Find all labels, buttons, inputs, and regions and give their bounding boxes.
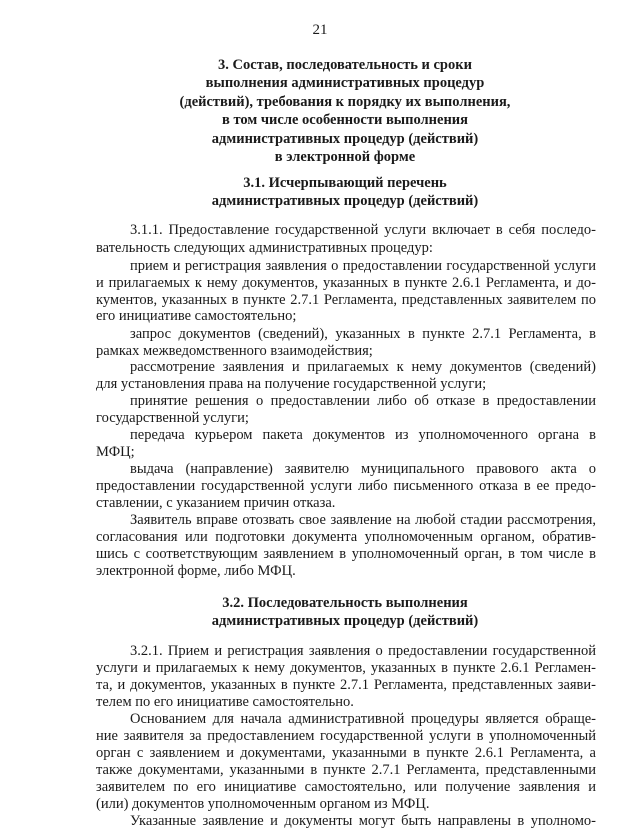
paragraph-line: предоставлении государственной услуги либо письменного отказа в ее предо- <box>96 478 596 494</box>
paragraph-line: МФЦ; <box>96 444 135 460</box>
paragraph-line: заявителем по его инициативе самостоятельно, или получение заявления и <box>96 779 596 795</box>
list-item-review: рассмотрение заявления и прилагаемых к нему документов (сведений) <box>130 359 596 375</box>
paragraph-line: его инициативе самостоятельно; <box>96 308 297 324</box>
section-3-1-heading <box>80 174 610 211</box>
paragraph-line: рамках межведомственного взаимодействия; <box>96 343 373 359</box>
paragraph-line: телем по его инициативе самостоятельно. <box>96 694 354 710</box>
list-item-issuance: выдача (направление) заявителю муниципального правового акта о <box>130 461 596 477</box>
paragraph-line: кументов, указанных в пункте 2.7.1 Регламента, представленных заявителем по <box>96 292 596 308</box>
paragraph-line: ставлении, с указанием причин отказа. <box>96 495 336 511</box>
paragraph-line: орган с заявлением и документами, указанными в пункте 2.6.1 Регламента, а <box>96 745 596 761</box>
paragraph-line: для установления права на получение государственной услуги; <box>96 376 487 392</box>
heading-line: 3.2. Последовательность выполнения <box>222 595 468 611</box>
section-3-2-heading <box>80 594 610 631</box>
heading-line: выполнения административных процедур <box>205 75 485 92</box>
heading-line: административных процедур (действий) <box>211 130 479 147</box>
paragraph-line: электронной форме, либо МФЦ. <box>96 563 296 579</box>
heading-line: административных процедур (действий) <box>211 613 479 630</box>
paragraph-line: та, и документов, указанных в пункте 2.7.1 Регламента, представленных заяви- <box>96 677 596 693</box>
list-item-decision: принятие решения о предоставлении либо об отказе в предоставлении <box>130 393 596 409</box>
paragraph-line: согласования или подготовки документа уполномоченным органом, обратив- <box>96 529 596 545</box>
list-item-courier: передача курьером пакета документов из уполномоченного органа в <box>130 427 596 443</box>
paragraph-3-2-1: 3.2.1. Прием и регистрация заявления о предоставлении государственной <box>130 643 596 659</box>
paragraph-line-cut: Указанные заявление и документы могут быть направлены в уполномо- <box>130 813 596 829</box>
paragraph-basis: Основанием для начала административной процедуры является обраще- <box>130 711 596 727</box>
paragraph-line: ние заявителя за предоставлением государственной услуги в уполномоченный <box>96 728 596 744</box>
heading-line: в электронной форме <box>274 149 416 166</box>
paragraph-line: шись с соответствующим заявлением в уполномоченный орган, в том числе в <box>96 546 596 562</box>
paragraph-line: также документами, указанными в пункте 2.7.1 Регламента, представленными <box>96 762 596 778</box>
paragraph-line: и прилагаемых к нему документов, указанных в пункте 2.6.1 Регламента, и до- <box>96 275 596 291</box>
list-item-reception: прием и регистрация заявления о предоставлении государственной услуги <box>130 258 596 274</box>
paragraph-withdrawal: Заявитель вправе отозвать свое заявление на любой стадии рассмотрения, <box>130 512 596 528</box>
page-number: 21 <box>312 22 328 38</box>
heading-line: 3.1. Исчерпывающий перечень <box>243 175 447 191</box>
paragraph-3-1-1: 3.1.1. Предоставление государственной услуги включает в себя последо- <box>130 222 596 238</box>
heading-line: в том числе особенности выполнения <box>222 112 468 129</box>
section-3-heading <box>80 56 610 166</box>
heading-line: 3. Состав, последовательность и сроки <box>218 57 472 73</box>
list-item-request: запрос документов (сведений), указанных в пункте 2.7.1 Регламента, в <box>130 326 596 342</box>
paragraph-line: услуги и прилагаемых к нему документов, указанных в пункте 2.6.1 Регламен- <box>96 660 596 676</box>
heading-line: (действий), требования к порядку их выполнения, <box>179 93 511 110</box>
heading-line: административных процедур (действий) <box>211 193 479 210</box>
paragraph-line: (или) документов уполномоченным органом из МФЦ. <box>96 796 430 812</box>
paragraph-line: вательность следующих административных процедур: <box>96 240 433 256</box>
paragraph-line: государственной услуги; <box>96 410 249 426</box>
